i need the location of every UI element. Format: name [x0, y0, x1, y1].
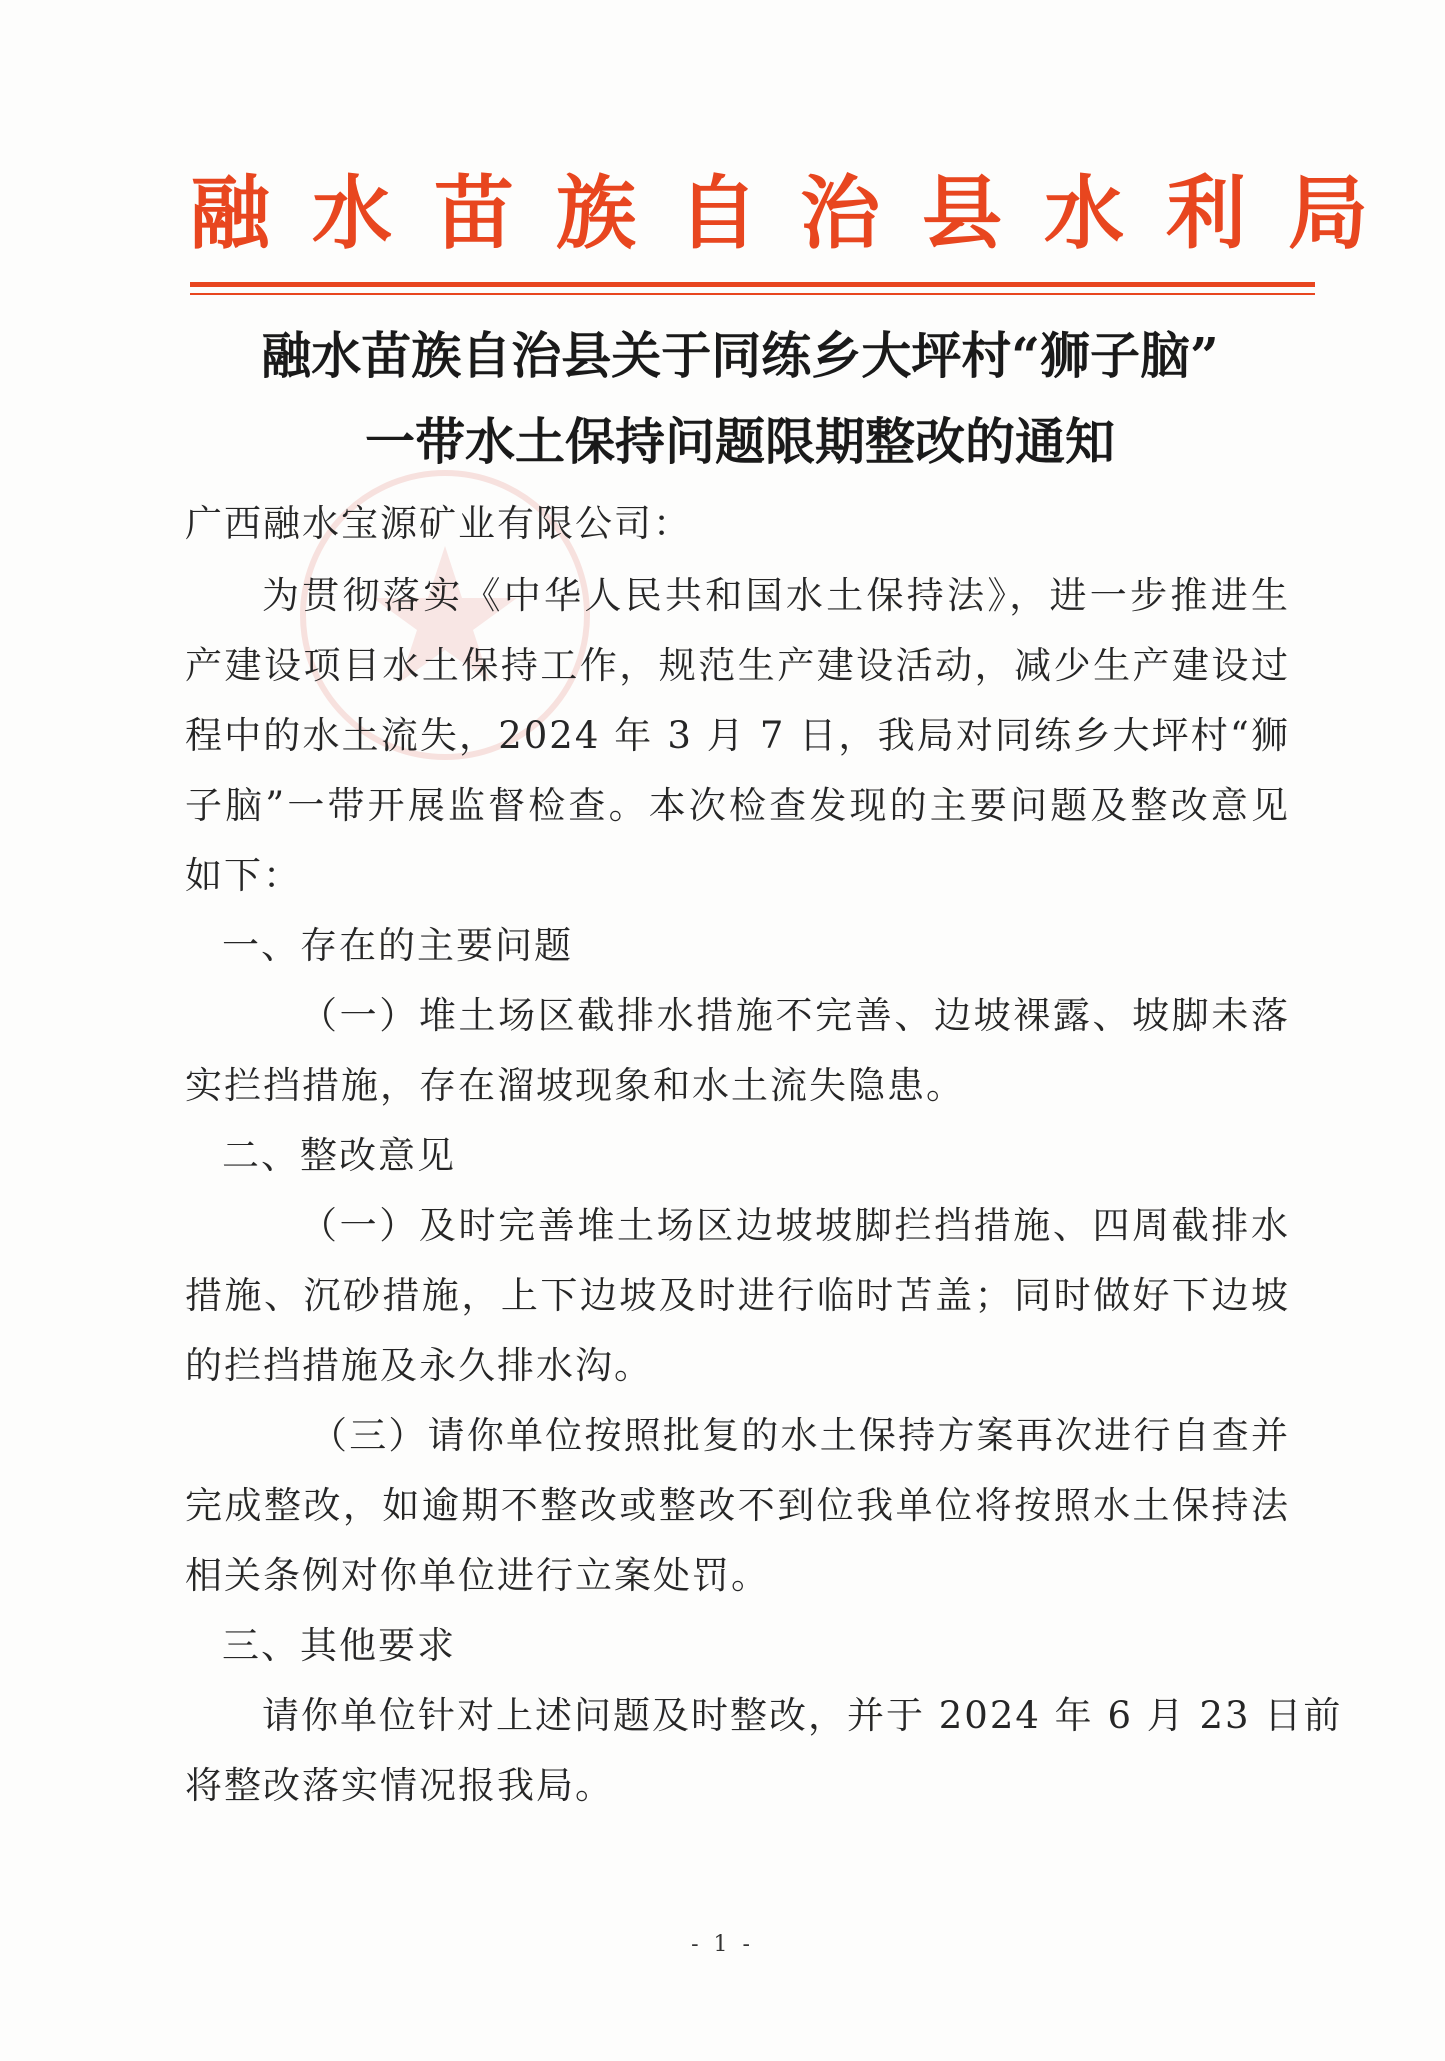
- section-2-item-3-line-1: （三）请你单位按照批复的水土保持方案再次进行自查并: [310, 1414, 1290, 1457]
- document-title-line-1: 融水苗族自治县关于同练乡大坪村“狮子脑”: [261, 326, 1219, 385]
- section-1-heading: 一、存在的主要问题: [222, 924, 573, 967]
- section-3-heading: 三、其他要求: [222, 1624, 456, 1667]
- section-2-item-1-line-3: 的拦挡措施及永久排水沟。: [185, 1344, 653, 1387]
- letterhead-rule-thick: [190, 282, 1315, 287]
- intro-line-1: 为贯彻落实《中华人民共和国水土保持法》，进一步推进生: [262, 574, 1290, 617]
- document-title-line-2: 一带水土保持问题限期整改的通知: [365, 412, 1115, 471]
- page-number: - 1 -: [691, 1932, 754, 1957]
- section-2-item-1-line-1: （一）及时完善堆土场区边坡坡脚拦挡措施、四周截排水: [300, 1204, 1290, 1247]
- intro-line-2: 产建设项目水土保持工作，规范生产建设活动，减少生产建设过: [185, 644, 1290, 687]
- section-3-line-2: 将整改落实情况报我局。: [185, 1764, 614, 1807]
- recipient: 广西融水宝源矿业有限公司：: [185, 502, 692, 545]
- section-3-line-1: 请你单位针对上述问题及时整改，并于 2024 年 6 月 23 日前: [262, 1694, 1343, 1737]
- intro-line-3: 程中的水土流失，2024 年 3 月 7 日，我局对同练乡大坪村“狮: [185, 714, 1290, 757]
- section-1-item-1-line-1: （一）堆土场区截排水措施不完善、边坡裸露、坡脚未落: [300, 994, 1290, 1037]
- section-2-item-3-line-3: 相关条例对你单位进行立案处罚。: [185, 1554, 770, 1597]
- letterhead-rule-thin: [190, 293, 1315, 295]
- section-2-heading: 二、整改意见: [222, 1134, 456, 1177]
- intro-line-4: 子脑”一带开展监督检查。本次检查发现的主要问题及整改意见: [185, 784, 1290, 827]
- section-1-item-1-line-2: 实拦挡措施，存在溜坡现象和水土流失隐患。: [185, 1064, 965, 1107]
- intro-line-5: 如下：: [185, 854, 302, 897]
- section-2-item-3-line-2: 完成整改，如逾期不整改或整改不到位我单位将按照水土保持法: [185, 1484, 1290, 1527]
- section-2-item-1-line-2: 措施、沉砂措施，上下边坡及时进行临时苫盖；同时做好下边坡: [185, 1274, 1290, 1317]
- letterhead-agency-name: 融水苗族自治县水利局: [190, 166, 1410, 260]
